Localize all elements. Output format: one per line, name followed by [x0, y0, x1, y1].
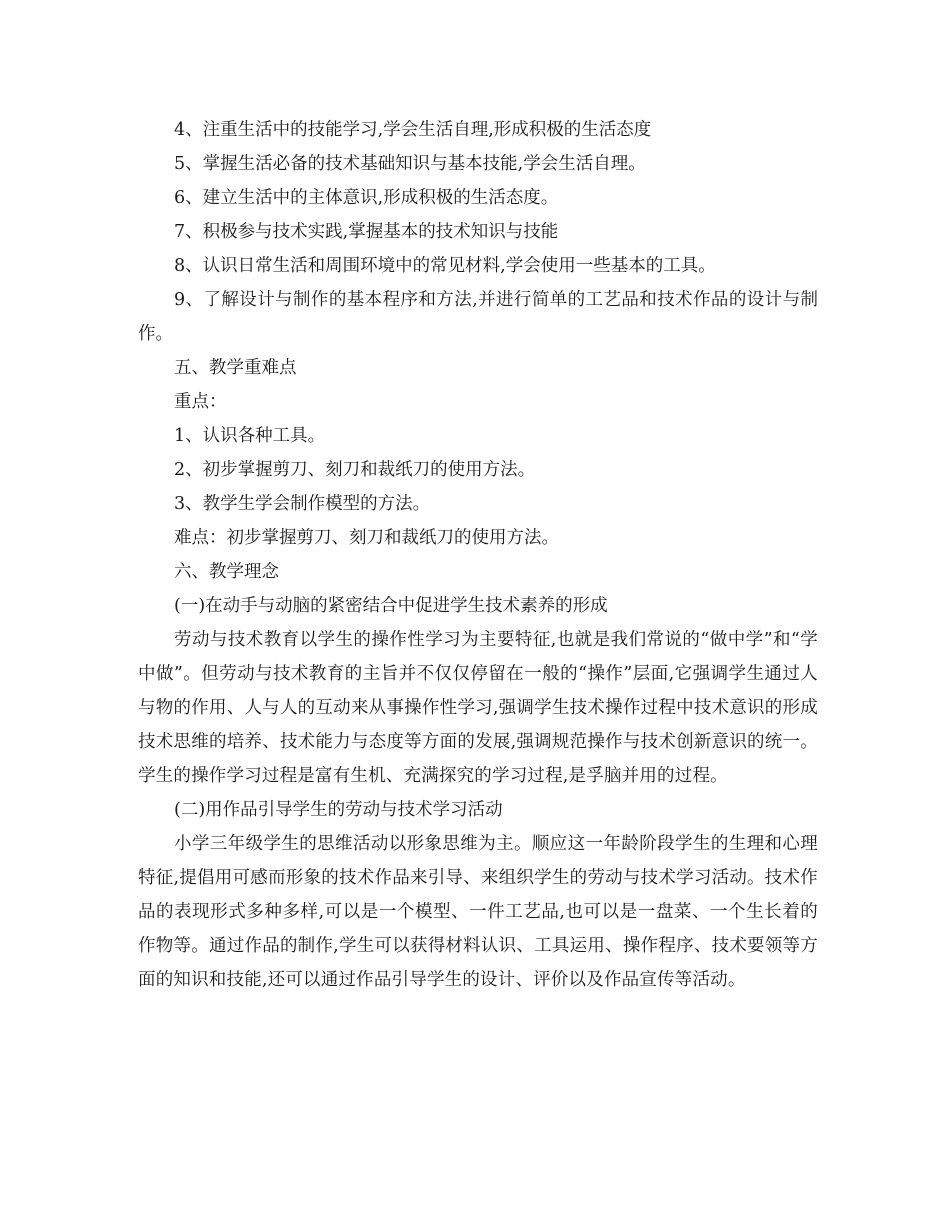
goal-item-4: 4、注重生活中的技能学习,学会生活自理,形成积极的生活态度 [174, 120, 652, 140]
section-heading-difficulties: 五、教学重难点 [174, 358, 297, 378]
key-point-3: 3、教学生学会制作模型的方法。 [174, 494, 431, 514]
goal-item-5: 5、掌握生活必备的技术基础知识与基本技能,学会生活自理。 [174, 154, 646, 174]
subsection-heading-1: (一)在动手与动脑的紧密结合中促进学生技术素养的形成 [174, 596, 608, 616]
subsection-heading-2: (二)用作品引导学生的劳动与技术学习活动 [174, 800, 503, 820]
goal-item-7: 7、积极参与技术实践,掌握基本的技术知识与技能 [174, 222, 559, 242]
difficulty-point: 难点：初步掌握剪刀、刻刀和裁纸刀的使用方法。 [174, 528, 559, 548]
key-points-label: 重点： [174, 392, 227, 412]
goal-item-8: 8、认识日常生活和周围环境中的常见材料,学会使用一些基本的工具。 [174, 256, 716, 276]
section-heading-philosophy: 六、教学理念 [174, 562, 279, 582]
key-point-1: 1、认识各种工具。 [174, 426, 326, 446]
key-point-2: 2、初步掌握剪刀、刻刀和裁纸刀的使用方法。 [174, 460, 536, 480]
document-body [138, 113, 818, 997]
goal-item-6: 6、建立生活中的主体意识,形成积极的生活态度。 [174, 188, 559, 208]
philosophy-paragraph-2: 小学三年级学生的思维活动以形象思维为主。顺应这一年龄阶段学生的生理和心理特征,提倡用可感而形象的技术作品来引导、来组织学生的劳动与技术学习活动。技术作品的表现形式多种多样,可以是一个模型、一件工艺品,也可以是一盘菜、一个生长着的作物等。通过作品的制作,学生可以获得材料认识、工具运用、操作程序、技术要领等方面的知识和技能,还可以通过作品引导学生的设计、评价以及作品宣传等活动。 [138, 834, 818, 990]
goal-item-9: 9、了解设计与制作的基本程序和方法,并进行简单的工艺品和技术作品的设计与制作。 [138, 290, 818, 344]
philosophy-paragraph-1: 劳动与技术教育以学生的操作性学习为主要特征,也就是我们常说的“做中学”和“学中做”。但劳动与技术教育的主旨并不仅仅停留在一般的“操作”层面,它强调学生通过人 与物的作用、人与人的互动来从事操作性学习,强调学生技术操作过程中技术意识的形成技术思维的培养、技术能力与态度等方面的发展,强调规范操作与技术创新意识的统一。学生的操作学习过程是富有生机、充满探究的学习过程,是孚脑并用的过程。 [138, 630, 818, 786]
